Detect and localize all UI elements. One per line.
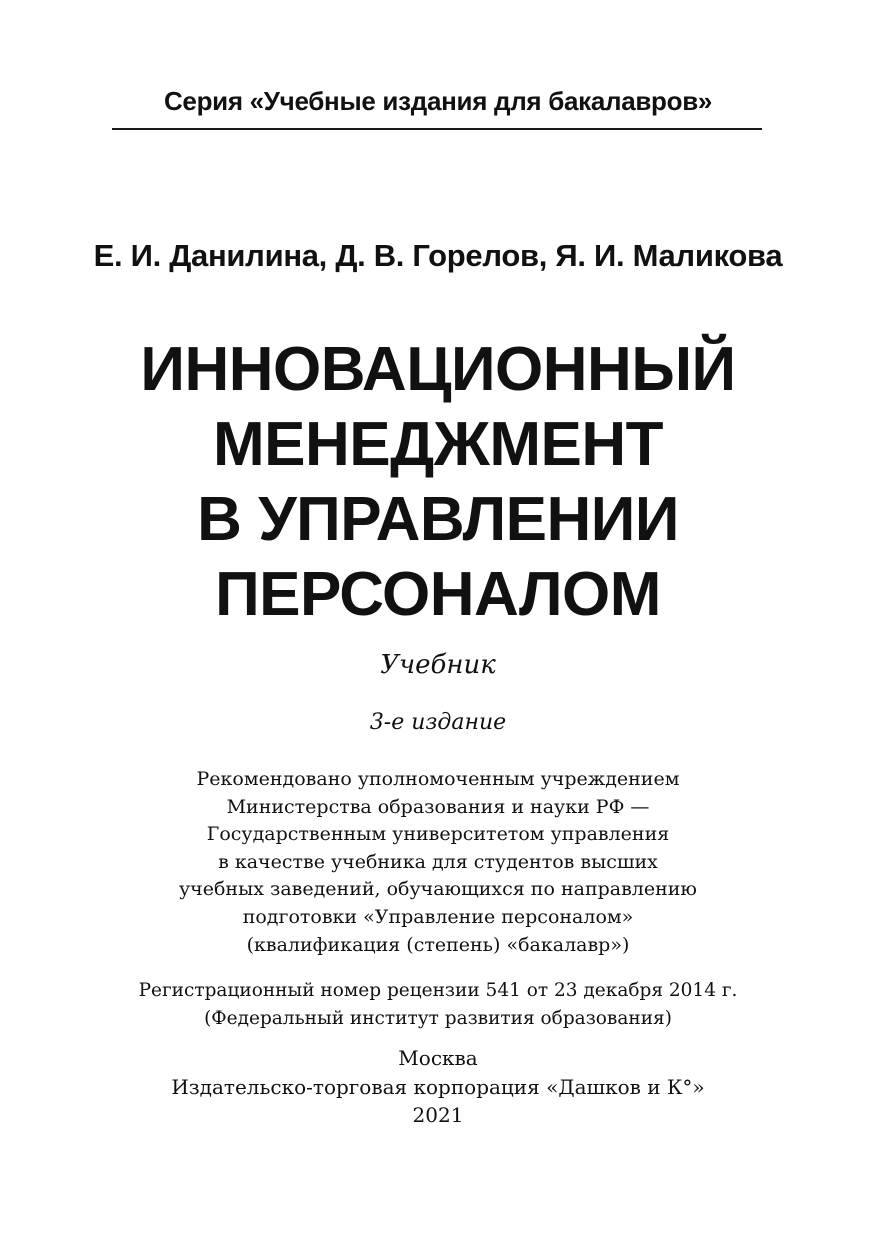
series-heading: Серия «Учебные издания для бакалавров» [163, 86, 713, 116]
registration-line: Регистрационный номер рецензии 541 от 23 декабря 2014 г. [138, 980, 738, 1001]
series-divider [112, 128, 762, 130]
publisher-block [0, 1044, 876, 1130]
recommendation-line: в качестве учебника для студентов высших [218, 850, 658, 873]
recommendation-line: Государственным университетом управления [206, 823, 670, 846]
recommendation-line: подготовки «Управление персоналом» [242, 905, 634, 928]
registration-line: (Федеральный институт развития образования) [204, 1008, 672, 1029]
publisher-name: Издательско-торговая корпорация «Дашков и К°» [171, 1074, 705, 1099]
publication-year: 2021 [412, 1103, 464, 1127]
title-line: ИННОВАЦИОННЫЙ [140, 335, 736, 404]
recommendation-line: Рекомендовано уполномоченным учреждением [196, 768, 680, 790]
recommendation-line: учебных заведений, обучающихся по направлению [179, 878, 697, 901]
registration-block [0, 977, 876, 1033]
recommendation-line: Министерства образования и науки РФ — [226, 795, 650, 818]
publisher-city: Москва [398, 1046, 478, 1070]
recommendation-block [0, 766, 876, 959]
book-type: Учебник [380, 650, 496, 680]
title-line: МЕНЕДЖМЕНТ [213, 410, 663, 479]
authors: Е. И. Данилина, Д. В. Горелов, Я. И. Маликова [93, 238, 783, 273]
edition: 3-е издание [369, 710, 507, 735]
title-line: В УПРАВЛЕНИИ [197, 485, 679, 554]
recommendation-line: (квалификация (степень) «бакалавр») [246, 933, 630, 956]
book-title [0, 332, 876, 632]
title-line: ПЕРСОНАЛОМ [215, 560, 661, 629]
